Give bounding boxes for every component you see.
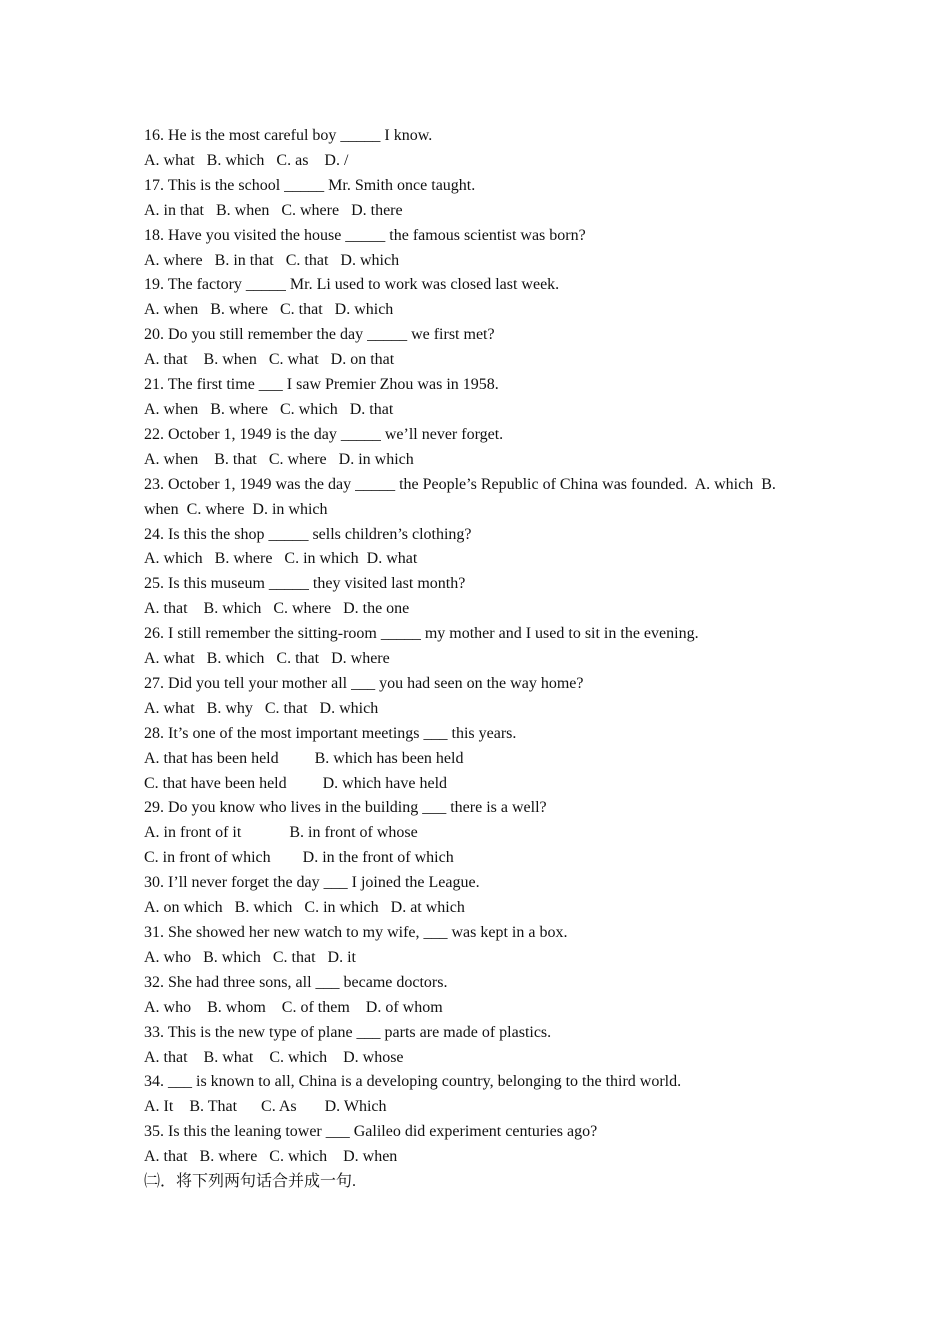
options-20: A. that B. when C. what D. on that xyxy=(144,351,395,369)
options-31: A. who B. which C. that D. it xyxy=(144,948,356,966)
options-19: A. when B. where C. that D. which xyxy=(144,301,394,319)
question-32: 32. She had three sons, all ___ became doctors. xyxy=(144,973,448,991)
question-24: 24. Is this the shop _____ sells children’s clothing? xyxy=(144,525,472,543)
options-29-ab: A. in front of it B. in front of whose xyxy=(144,824,418,842)
question-31: 31. She showed her new watch to my wife, ___ was kept in a box. xyxy=(144,924,568,941)
question-23: 23. October 1, 1949 was the day _____ the People’s Republic of China was founded. A. which B. when C. where D. in which xyxy=(144,475,780,518)
options-25: A. that B. which C. where D. the one xyxy=(144,600,410,618)
question-35: 35. Is this the leaning tower ___ Galileo did experiment centuries ago? xyxy=(144,1123,598,1141)
options-33: A. that B. what C. which D. whose xyxy=(144,1048,404,1066)
question-25: 25. Is this museum _____ they visited last month? xyxy=(144,575,466,593)
question-29: 29. Do you know who lives in the building ___ there is a well? xyxy=(144,799,547,817)
question-18: 18. Have you visited the house _____ the famous scientist was born? xyxy=(144,226,586,244)
question-34: 34. ___ is known to all, China is a developing country, belonging to the third world. xyxy=(144,1073,682,1091)
exercise-text xyxy=(144,124,809,1195)
question-33: 33. This is the new type of plane ___ parts are made of plastics. xyxy=(144,1023,552,1041)
options-21: A. when B. where C. which D. that xyxy=(144,400,394,418)
options-29-cd: C. in front of which D. in the front of which xyxy=(144,849,454,867)
options-26: A. what B. which C. that D. where xyxy=(144,650,390,668)
options-32: A. who B. whom C. of them D. of whom xyxy=(144,998,443,1016)
question-27: 27. Did you tell your mother all ___ you had seen on the way home? xyxy=(144,674,584,692)
options-35: A. that B. where C. which D. when xyxy=(144,1148,398,1166)
options-30: A. on which B. which C. in which D. at which xyxy=(144,899,465,917)
options-27: A. what B. why C. that D. which xyxy=(144,699,379,717)
question-19: 19. The factory _____ Mr. Li used to work was closed last week. xyxy=(144,276,560,294)
options-24: A. which B. where C. in which D. what xyxy=(144,550,418,568)
question-30: 30. I’ll never forget the day ___ I joined the League. xyxy=(144,874,480,892)
options-28-cd: C. that have been held D. which have held xyxy=(144,774,448,792)
options-22: A. when B. that C. where D. in which xyxy=(144,450,414,468)
question-16: 16. He is the most careful boy _____ I know. xyxy=(144,127,433,144)
options-18: A. where B. in that C. that D. which xyxy=(144,251,400,269)
question-28: 28. It’s one of the most important meetings ___ this years. xyxy=(144,724,517,742)
options-16: A. what B. which C. as D. / xyxy=(144,151,349,169)
options-28-ab: A. that has been held B. which has been held xyxy=(144,749,464,767)
section-heading: ㈡．将下列两句话合并成一句. xyxy=(144,1173,357,1191)
question-17: 17. This is the school _____ Mr. Smith once taught. xyxy=(144,176,476,194)
question-26: 26. I still remember the sitting-room _____ my mother and I used to sit in the evening. xyxy=(144,625,699,643)
options-17: A. in that B. when C. where D. there xyxy=(144,201,403,219)
question-21: 21. The first time ___ I saw Premier Zhou was in 1958. xyxy=(144,376,499,394)
question-20: 20. Do you still remember the day _____ we first met? xyxy=(144,326,495,344)
question-22: 22. October 1, 1949 is the day _____ we’ll never forget. xyxy=(144,425,504,443)
options-34: A. It B. That C. As D. Which xyxy=(144,1098,387,1116)
